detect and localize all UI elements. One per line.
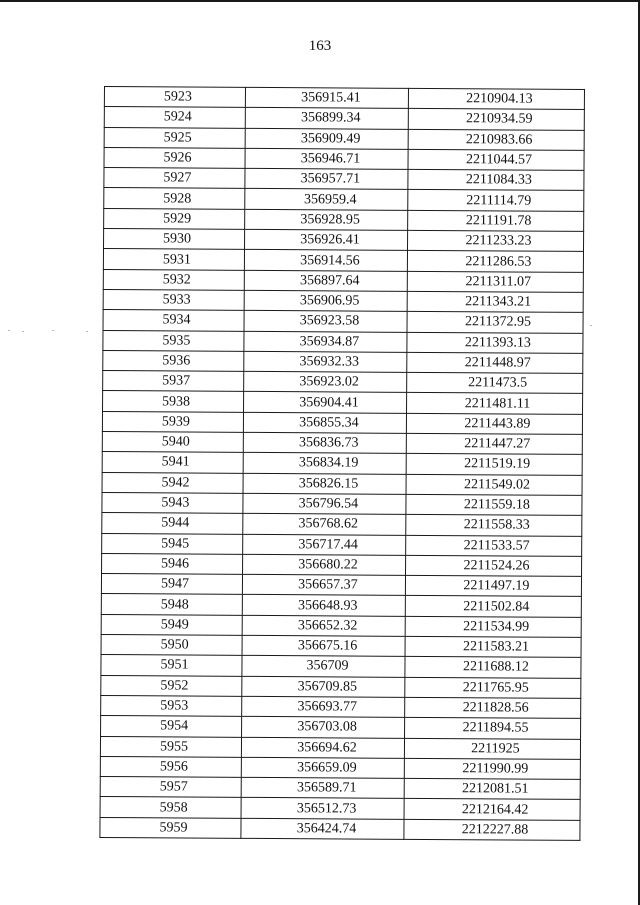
point-number-cell: 5923: [104, 87, 245, 108]
y-coordinate-cell: 2211044.57: [408, 149, 584, 170]
y-coordinate-cell: 2211558.33: [406, 515, 582, 536]
scan-speck: [86, 331, 88, 332]
scan-speck: [8, 330, 10, 331]
table-row: [104, 147, 584, 170]
y-coordinate-cell: 2211311.07: [407, 271, 583, 292]
x-coordinate-cell: 356512.73: [241, 798, 404, 819]
x-coordinate-cell: 356826.15: [243, 473, 406, 494]
point-number-cell: 5945: [102, 533, 243, 554]
scan-speck: [590, 325, 592, 326]
y-coordinate-cell: 2211448.97: [407, 352, 583, 373]
point-number-cell: 5930: [104, 229, 245, 250]
table-row: [103, 330, 583, 353]
table-row: [100, 817, 580, 840]
table-row: [100, 777, 580, 800]
point-number-cell: 5937: [103, 371, 244, 392]
point-number-cell: 5926: [104, 147, 245, 168]
table-row: [101, 614, 581, 637]
y-coordinate-cell: 2212081.51: [404, 778, 580, 799]
table-row: [104, 229, 584, 252]
point-number-cell: 5925: [104, 127, 245, 148]
table-row: [100, 756, 580, 779]
point-number-cell: 5934: [103, 310, 244, 331]
point-number-cell: 5952: [101, 675, 242, 696]
table-row: [102, 452, 582, 475]
point-number-cell: 5935: [103, 330, 244, 351]
table-row: [100, 797, 580, 820]
y-coordinate-cell: 2211583.21: [405, 636, 581, 657]
x-coordinate-cell: 356923.58: [244, 311, 407, 332]
table-row: [103, 391, 583, 414]
y-coordinate-cell: 2211343.21: [407, 291, 583, 312]
x-coordinate-cell: 356709.85: [242, 676, 405, 697]
x-coordinate-cell: 356717.44: [243, 534, 406, 555]
x-coordinate-cell: 356926.41: [245, 229, 408, 250]
x-coordinate-cell: 356915.41: [245, 87, 408, 108]
x-coordinate-cell: 356703.08: [242, 717, 405, 738]
table-row: [104, 188, 584, 211]
x-coordinate-cell: 356899.34: [245, 108, 408, 129]
coordinates-table-body: [100, 87, 585, 841]
y-coordinate-cell: 2210934.59: [408, 109, 584, 130]
point-number-cell: 5928: [104, 188, 245, 209]
table-row: [101, 574, 581, 597]
point-number-cell: 5957: [100, 777, 241, 798]
point-number-cell: 5924: [104, 107, 245, 128]
x-coordinate-cell: 356836.73: [243, 432, 406, 453]
y-coordinate-cell: 2211473.5: [407, 373, 583, 394]
table-row: [102, 533, 582, 556]
point-number-cell: 5929: [104, 208, 245, 229]
x-coordinate-cell: 356855.34: [243, 412, 406, 433]
table-row: [102, 411, 582, 434]
x-coordinate-cell: 356959.4: [245, 189, 408, 210]
table-row: [104, 107, 584, 130]
y-coordinate-cell: 2211894.55: [405, 718, 581, 739]
x-coordinate-cell: 356932.33: [244, 351, 407, 372]
x-coordinate-cell: 356657.37: [242, 574, 405, 595]
scan-speck: [22, 331, 24, 332]
table-row: [102, 472, 582, 495]
point-number-cell: 5936: [103, 350, 244, 371]
x-coordinate-cell: 356923.02: [244, 372, 407, 393]
y-coordinate-cell: 2211481.11: [407, 393, 583, 414]
table-row: [102, 432, 582, 455]
x-coordinate-cell: 356946.71: [245, 148, 408, 169]
x-coordinate-cell: 356834.19: [243, 453, 406, 474]
point-number-cell: 5932: [103, 269, 244, 290]
x-coordinate-cell: 356796.54: [243, 493, 406, 514]
y-coordinate-cell: 2211191.78: [408, 210, 584, 231]
table-row: [104, 208, 584, 231]
table-row: [101, 695, 581, 718]
x-coordinate-cell: 356659.09: [241, 757, 404, 778]
point-number-cell: 5940: [102, 432, 243, 453]
point-number-cell: 5959: [100, 817, 241, 838]
x-coordinate-cell: 356928.95: [245, 209, 408, 230]
y-coordinate-cell: 2211497.19: [405, 575, 581, 596]
table-row: [101, 594, 581, 617]
x-coordinate-cell: 356768.62: [243, 514, 406, 535]
y-coordinate-cell: 2211447.27: [406, 433, 582, 454]
table-row: [102, 492, 582, 515]
x-coordinate-cell: 356914.56: [244, 250, 407, 271]
scan-border-top: [0, 0, 640, 2]
point-number-cell: 5948: [101, 594, 242, 615]
y-coordinate-cell: 2211443.89: [406, 413, 582, 434]
y-coordinate-cell: 2211990.99: [404, 758, 580, 779]
table-row: [102, 513, 582, 536]
table-row: [104, 87, 584, 110]
y-coordinate-cell: 2211233.23: [407, 230, 583, 251]
y-coordinate-cell: 2210904.13: [408, 88, 584, 109]
table-row: [102, 553, 582, 576]
point-number-cell: 5958: [100, 797, 241, 818]
y-coordinate-cell: 2211393.13: [407, 332, 583, 353]
point-number-cell: 5953: [101, 695, 242, 716]
y-coordinate-cell: 2211925: [404, 738, 580, 759]
table-row: [103, 249, 583, 272]
y-coordinate-cell: 2211828.56: [405, 697, 581, 718]
point-number-cell: 5950: [101, 635, 242, 656]
point-number-cell: 5942: [102, 472, 243, 493]
point-number-cell: 5947: [101, 574, 242, 595]
y-coordinate-cell: 2211524.26: [406, 555, 582, 576]
y-coordinate-cell: 2211688.12: [405, 657, 581, 678]
y-coordinate-cell: 2211372.95: [407, 312, 583, 333]
x-coordinate-cell: 356909.49: [245, 128, 408, 149]
y-coordinate-cell: 2211519.19: [406, 454, 582, 475]
point-number-cell: 5939: [102, 411, 243, 432]
point-number-cell: 5927: [104, 168, 245, 189]
point-number-cell: 5956: [100, 756, 241, 777]
point-number-cell: 5933: [103, 289, 244, 310]
x-coordinate-cell: 356906.95: [244, 290, 407, 311]
table-row: [101, 655, 581, 678]
point-number-cell: 5951: [101, 655, 242, 676]
x-coordinate-cell: 356589.71: [241, 777, 404, 798]
point-number-cell: 5954: [101, 716, 242, 737]
x-coordinate-cell: 356904.41: [244, 392, 407, 413]
x-coordinate-cell: 356897.64: [244, 270, 407, 291]
x-coordinate-cell: 356694.62: [241, 737, 404, 758]
x-coordinate-cell: 356648.93: [242, 595, 405, 616]
x-coordinate-cell: 356709: [242, 656, 405, 677]
scan-speck: [52, 330, 54, 331]
x-coordinate-cell: 356424.74: [241, 818, 404, 839]
y-coordinate-cell: 2211286.53: [407, 251, 583, 272]
table-row: [103, 269, 583, 292]
point-number-cell: 5931: [103, 249, 244, 270]
y-coordinate-cell: 2212164.42: [404, 799, 580, 820]
y-coordinate-cell: 2211765.95: [405, 677, 581, 698]
x-coordinate-cell: 356652.32: [242, 615, 405, 636]
y-coordinate-cell: 2211533.57: [406, 535, 582, 556]
y-coordinate-cell: 2212227.88: [404, 819, 580, 840]
table-row: [101, 635, 581, 658]
table-row: [103, 350, 583, 373]
x-coordinate-cell: 356680.22: [243, 554, 406, 575]
y-coordinate-cell: 2211114.79: [408, 190, 584, 211]
coordinates-table: [99, 86, 585, 841]
table-row: [103, 371, 583, 394]
point-number-cell: 5955: [100, 736, 241, 757]
x-coordinate-cell: 356957.71: [245, 169, 408, 190]
y-coordinate-cell: 2211534.99: [405, 616, 581, 637]
table-row: [104, 168, 584, 191]
x-coordinate-cell: 356675.16: [242, 635, 405, 656]
x-coordinate-cell: 356693.77: [242, 696, 405, 717]
y-coordinate-cell: 2211084.33: [408, 170, 584, 191]
table-row: [100, 736, 580, 759]
y-coordinate-cell: 2211559.18: [406, 494, 582, 515]
table-row: [104, 127, 584, 150]
table-row: [103, 289, 583, 312]
y-coordinate-cell: 2211549.02: [406, 474, 582, 495]
point-number-cell: 5938: [103, 391, 244, 412]
point-number-cell: 5941: [102, 452, 243, 473]
point-number-cell: 5943: [102, 492, 243, 513]
page-number: 163: [308, 38, 332, 54]
y-coordinate-cell: 2211502.84: [405, 596, 581, 617]
table-row: [101, 675, 581, 698]
table-row: [103, 310, 583, 333]
table-row: [101, 716, 581, 739]
point-number-cell: 5946: [102, 553, 243, 574]
y-coordinate-cell: 2210983.66: [408, 129, 584, 150]
point-number-cell: 5944: [102, 513, 243, 534]
point-number-cell: 5949: [101, 614, 242, 635]
x-coordinate-cell: 356934.87: [244, 331, 407, 352]
